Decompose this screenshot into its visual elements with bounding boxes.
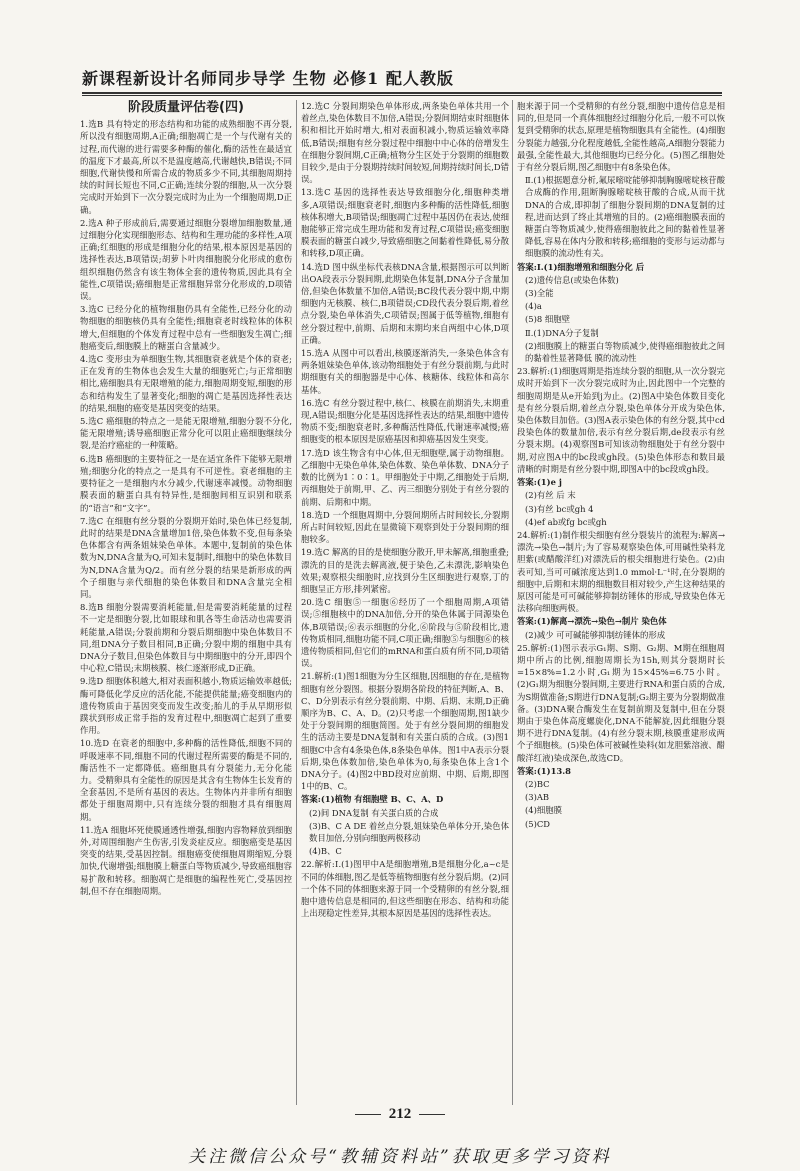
paragraph: Ⅱ.(1)DNA分子复制 (525, 327, 599, 338)
page-number-line (0, 1106, 800, 1123)
paragraph: 7.选C 在细胞有丝分裂的分裂期开始时,染色体已经复制,此时的结果是DNA含量增加1倍,染色体数不变,但每条染色体都含有两条姐妹染色单体。本题中,复制前的染色体数为N,DNA含量为Q,可知未复制时,细胞中的染色体数目为N,DNA含量为Q/2。而有丝分裂的结果是新形成的两个子细胞与亲代细胞的染色体数目和DNA含量完全相同。 (80, 515, 292, 599)
paragraph: 20.选C 细胞⑤一细胞⑥经历了一个细胞周期,A项错误;⑤细胞核中的DNA加倍,分开的染色体属于同源染色体,B项错误;⑥表示细胞的分化,⑥阶段与⑤阶段相比,遗传物质相同,细胞功能不同,C项正确;细胞⑤与细胞⑥的核遗传物质相同,但它们的mRNA和蛋白质有所不同,D项错误。 (301, 597, 509, 669)
paragraph: (2)遗传信息(或染色体数) (525, 274, 619, 285)
footer-watermark: 关注微信公众号“教辅资料站”获取更多学习资料 (188, 1147, 612, 1167)
paragraph: 4.选C 变形虫为单细胞生物,其细胞衰老就是个体的衰老;正在发育的生物体也会发生大量的细胞死亡;与正常细胞相比,癌细胞具有无限增殖的能力,细胞周期变短,细胞的形态和结构发生了显著变化;细胞的凋亡是基因选择性表达的结果,细胞的癌变是基因突变的结果。 (80, 354, 292, 413)
paragraph: 10.选D 在衰老的细胞中,多种酶的活性降低,细胞不同的呼吸速率不同,细胞不同的代谢过程所需要的酶是不同的,酶活性不一定都降低。癌细胞具有分裂能力,无分化能力。受精卵具有全能性的原因是其含有生物体生长发育的全套基因,不是所有基因的表达。生物体内并非所有细胞都处于细胞周期中,只有连续分裂的细胞才具有细胞周期。 (80, 738, 292, 822)
paragraph: (4)a (525, 301, 542, 312)
paragraph: (2)BC (525, 778, 550, 789)
column-2 (296, 100, 509, 1105)
column-3 (512, 100, 725, 1105)
paragraph: 14.选D 图中纵坐标代表核DNA含量,根据图示可以判断出OA段表示分裂间期,此期染色体复制,DNA分子含量加倍,但染色体数量不加倍,A错误;BC段代表分裂中期,中期细胞内无核膜、核仁,B项错误;CD段代表分裂后期,着丝点分裂,染色单体消失,C项错误;图属于低等植物,细胞有丝分裂过程中,前期、后期和末期均来自两组中心体,D项正确。 (301, 261, 509, 345)
page-header: 新课程新设计名师同步导学 生物 必修1 配人教版 (82, 69, 454, 88)
paragraph: 答案:(1)13.8 (517, 765, 571, 776)
paragraph: 答案:(1)植物 有细胞壁 B、C、A、D (301, 794, 444, 805)
paragraph: 答案:Ⅰ.(1)细胞增殖和细胞分化 后 (517, 261, 645, 272)
paragraph: 胞来源于同一个受精卵的有丝分裂,细胞中遗传信息是相同的,但是同一个真体细胞经过细胞分化后,一般不可以恢复到受精卵的状态,原理是植物细胞具有全能性。(4)细胞分裂能力越强,分化程度越低,全能性越高,A细胞分裂能力最强,全能性最大,其他细胞均已经分化。(5)图乙细胞处于有丝分裂后期,图乙细胞中有8条染色体。 (517, 101, 725, 173)
paragraph: 13.选C 基因的选择性表达导致细胞分化,细胞种类增多,A项错误;细胞衰老时,细胞内多种酶的活性降低,细胞核体积增大,B项错误;细胞凋亡过程中基因仍在表达,使细胞能够正常完成生理功能和发育过程,C项错误;癌变细胞膜表面的糖蛋白减少,导致癌细胞之间黏着性降低,易分散和转移,D项正确。 (301, 187, 509, 259)
paragraph: 11.选A 细胞坏死使膜通透性增强,细胞内容物释放到细胞外,对周围细胞产生伤害,引发炎症反应。细胞癌变是基因突变的结果,受基因控制。细胞癌变使细胞周期缩短,分裂加快,代谢增强;细胞膜上糖蛋白等物质减少,导致癌细胞容易扩散和转移。细胞凋亡是细胞的编程性死亡,受基因控制,但不存在细胞周期。 (80, 824, 292, 896)
paragraph: 答案:(1)e j (517, 477, 562, 488)
paragraph: 24.解析:(1)制作根尖细胞有丝分裂装片的流程为:解离→漂洗→染色→制片;为了容易观察染色体,可用碱性染料龙胆紫(或醋酸洋红)对漂洗后的根尖细胞进行染色。(2)由表可知,当可可碱浓度达到1.0 mmol·L⁻¹时,在分裂期的细胞中,后期和末期的细胞数目相对较少,产生这种结果的原因可能是可可碱能够抑制纺锤体的形成,导致染色体无法移向细胞两极。 (517, 529, 725, 614)
paragraph: (2)减少 可可碱能够抑制纺锤体的形成 (525, 629, 666, 640)
paragraph: (5)CD (525, 818, 550, 829)
paragraph: (3)有丝 bc或gh 4 (525, 503, 594, 514)
paragraph: 25.解析:(1)图示表示G₁期、S期、G₂期、M期在细胞周期中所占的比例,细胞周期长为15h,则其分裂期时长=15×8%=1.2小时,G₁期为15×45%=6.75小时。(2)G₁期为细胞分裂间期,主要进行RNA和蛋白质的合成,为S期做准备;S期进行DNA复制;G₂期主要为分裂期做准备。(3)DNA聚合酶发生在复制前期及复制中,但在分裂期由于染色体高度螺旋化,DNA不能解旋,因此细胞分裂期不进行DNA复制。(4)有丝分裂末期,核膜重建形成两个子细胞核。(5)染色体可被碱性染料(如龙胆紫溶液、醋酸洋红液)染成深色,故选CD。 (517, 642, 725, 763)
right-dash (419, 1114, 445, 1115)
paragraph: 21.解析:(1)图1细胞为分生区细胞,因细胞的存在,是植物细胞有丝分裂图。根据分裂期各阶段的特征判断,A、B、C、D分别表示有丝分裂前期、中期、后期、末期,D正确顺序为B、C、A、D。(2)只考虑一个细胞周期,图1缺少处于分裂间期的细胞简图。处于有丝分裂间期的细胞发生的活动主要是DNA复制和有关蛋白质的合成。(3)图1细胞C中含有4条染色体,8条染色单体。图1中A表示分裂后期,染色体数加倍,染色单体为0,每条染色体上含1个DNA分子。(4)图2中BD段对应前期、中期、后期,即图1中的B、C。 (301, 671, 509, 792)
paragraph: (4)ef ab或fg bc或gh (525, 516, 607, 527)
paragraph: 12.选C 分裂间期染色单体形成,两条染色单体共用一个着丝点,染色体数目不加倍,A错误;分裂间期结束时细胞体积和相比开始时增大,相对表面积减小,物质运输效率降低,B错误;细胞有丝分裂过程中细胞中中心体的倍增发生在细胞分裂间期,C正确;植物分生区处于分裂期的细胞数目较少,是由于分裂期持续时间较短,间期持续时间长,D错误。 (301, 101, 509, 185)
paragraph: (5)8 细胞壁 (525, 314, 570, 325)
paragraph: 6.选B 癌细胞的主要特征之一是在适宜条件下能够无限增殖;细胞分化的特点之一是具有不可逆性。衰老细胞的主要特征之一是细胞内水分减少,代谢速率减慢。动物细胞膜表面的糖蛋白具有特异性,是细胞间相互识别和联系的“语言”和“文字”。 (80, 453, 292, 513)
paragraph: (2)间 DNA复制 有关蛋白质的合成 (309, 807, 439, 818)
paragraph: 8.选B 细胞分裂需要消耗能量,但是需要消耗能量的过程不一定是细胞分裂,比如眼球和肌各等生命活动也需要消耗能量,A错误;分裂前期和分裂后期细胞中染色体数目不同,组DNA分子数目相同,B正确;分裂中期的细胞中具有DNA分子数目,但染色体数目与中期细胞中的分开,即四个中心粒,C错误;末期核膜、核仁逐渐形成,D正确。 (80, 602, 292, 674)
paragraph: 23.解析:(1)细胞周期是指连续分裂的细胞,从一次分裂完成时开始到下一次分裂完成时为止,因此图中一个完整的细胞周期是从e开始到j为止。(2)图A中染色体数目变化是有丝分裂后期,着丝点分裂,染色单体分开成为染色体,染色体数目加倍。(3)图A表示染色体的有丝分裂,其中cd段染色体的数量加倍,表示有丝分裂后期,de段表示有丝分裂末期。(4)观察图B可知该动物细胞处于有丝分裂中期,对应图A中的bc段或gh段。(5)染色体形态和数目最清晰的时期是有丝分裂中期,即图A中的bc段或gh段。 (517, 366, 725, 474)
paragraph: 2.选A 种子形成前后,需要通过细胞分裂增加细胞数量,通过细胞分化实现细胞形态、结构和生理功能的多样性,A项正确;红细胞的形成是细胞分化的结果,根本原因是基因的选择性表达,B项错误;胡萝卜叶肉细胞脱分化形成的愈伤组织细胞仍然含有该生物体全套的遗传物质,因此具有全能性,C项错误;癌细胞是正常细胞异常分化形成的,D项错误。 (80, 217, 292, 302)
section-title: 阶段质量评估卷(四) (128, 100, 244, 115)
paragraph: (3)AB (525, 792, 550, 803)
header-rule-thin (82, 95, 722, 96)
paragraph: 3.选C 已经分化的植物细胞仍具有全能性,已经分化的动物细胞的细胞核仍具有全能性;细胞衰老时线粒体的体积增大,但细胞的个体发育过程中总有一些细胞发生凋亡;细胞癌变后,细胞膜上的糖蛋白含量减少。 (80, 304, 292, 351)
paragraph: (3)B、C A DE 着丝点分裂,姐妹染色单体分开,染色体数目加倍,分别向细胞两极移动 (309, 820, 509, 843)
paragraph: (3)全能 (525, 288, 554, 299)
paragraph: 1.选B 具有特定的形态结构和功能的成熟细胞不再分裂,所以没有细胞周期,A正确;细胞凋亡是一个与代谢有关的过程,而代谢的进行需要多种酶的催化,酶的活性在最适宜的温度下才最高,所以不是温度越高,代谢越快,B错误;不同细胞,代谢快慢和所需合成的物质多少不同,其细胞周期持续的时间长短也不同,C正确;连续分裂的细胞,从一次分裂完成时开始到下一次分裂完成时为止为一个细胞周期,D正确。 (80, 119, 292, 215)
paragraph: 19.选C 解离的目的是使细胞分散开,甲未解离,细胞重叠;漂洗的目的是洗去解离液,便于染色,乙未漂洗,影响染色效果;观察根尖细胞时,应找到分生区细胞进行观察,丁的细胞呈正方形,排列紧密。 (301, 547, 509, 594)
paragraph: 9.选D 细胞体积越大,相对表面积越小,物质运输效率越低;酶可降低化学反应的活化能,不能提供能量;癌变细胞内的遗传物质由于基因突变而发生改变;胎儿的手从早期形似蹼状到形成正常手指的发育过程中,细胞凋亡起到了重要作用。 (80, 676, 292, 736)
paragraph: 答案:(1)解离→漂洗→染色→制片 染色体 (517, 616, 667, 627)
page-number: 212 (388, 1106, 412, 1122)
paragraph: 15.选A 从图中可以看出,核膜逐渐消失,一条染色体含有两条姐妹染色单体,该动物细胞处于有丝分裂前期,与此时期细胞有关的细胞器是中心体、核糖体、线粒体和高尔基体。 (301, 348, 509, 395)
paragraph: (2)有丝 后 末 (525, 490, 576, 501)
paragraph: 5.选C 癌细胞的特点之一是能无限增殖,细胞分裂不分化,能无限增殖;诱导癌细胞正常分化可以阻止癌细胞继续分裂,是治疗癌症的一种策略。 (80, 416, 292, 451)
column-1 (80, 100, 292, 1105)
paragraph: 22.解析:Ⅰ.(1)图甲中A是细胞增殖,B是细胞分化,a~c是不同的体细胞,图乙是低等植物细胞有丝分裂后期。(2)同一个体不同的体细胞来源于同一个受精卵的有丝分裂,细胞中遗传信息是相同的,但这些细胞在形态、结构和功能上出现稳定性差异,其根本原因是基因的选择性表达。 (301, 859, 509, 919)
paragraph: 17.选D 该生物含有中心体,但无细胞壁,属于动物细胞。乙细胞中无染色单体,染色体数、染色单体数、DNA分子数的比例为1∶0∶1。甲细胞处于中期,乙细胞处于后期,丙细胞处于前期,甲、乙、丙三细胞分别处于有丝分裂的前期、后期和中期。 (301, 447, 509, 507)
paragraph: 16.选C 有丝分裂过程中,核仁、核膜在前期消失,末期重现,A错误;细胞分化是基因选择性表达的结果,细胞中遗传物质不变;细胞衰老时,多种酶活性降低,代谢速率减慢;癌细胞变的根本原因是原癌基因和抑癌基因发生突变。 (301, 397, 509, 445)
paragraph: (4)B、C (309, 846, 342, 857)
paragraph: Ⅱ.(1)根据题意分析,氟尿嘧啶能够抑制胸腺嘧啶核苷酸合成酶的作用,阻断胸腺嘧啶核苷酸的合成,从而干扰DNA的合成,即抑制了细胞分裂间期的DNA复制的过程,进而达到了终止其增殖的目的。(2)癌细胞膜表面的糖蛋白等物质减少,使得癌细胞彼此之间的黏着性显著降低,容易在体内分散和转移;癌细胞的变形与运动都与细胞膜的流动性有关。 (525, 175, 725, 259)
header-rule (82, 92, 722, 94)
paragraph: 18.选D 一个细胞周期中,分裂间期所占时间较长,分裂期所占时间较短,因此在显微镜下观察到处于分裂间期的细胞较多。 (301, 509, 509, 545)
paragraph: (2)细胞膜上的糖蛋白等物质减少,使得癌细胞彼此之间的黏着性显著降低 膜的流动性 (525, 340, 725, 364)
paragraph: (4)细胞膜 (525, 805, 562, 816)
left-dash (355, 1114, 381, 1115)
